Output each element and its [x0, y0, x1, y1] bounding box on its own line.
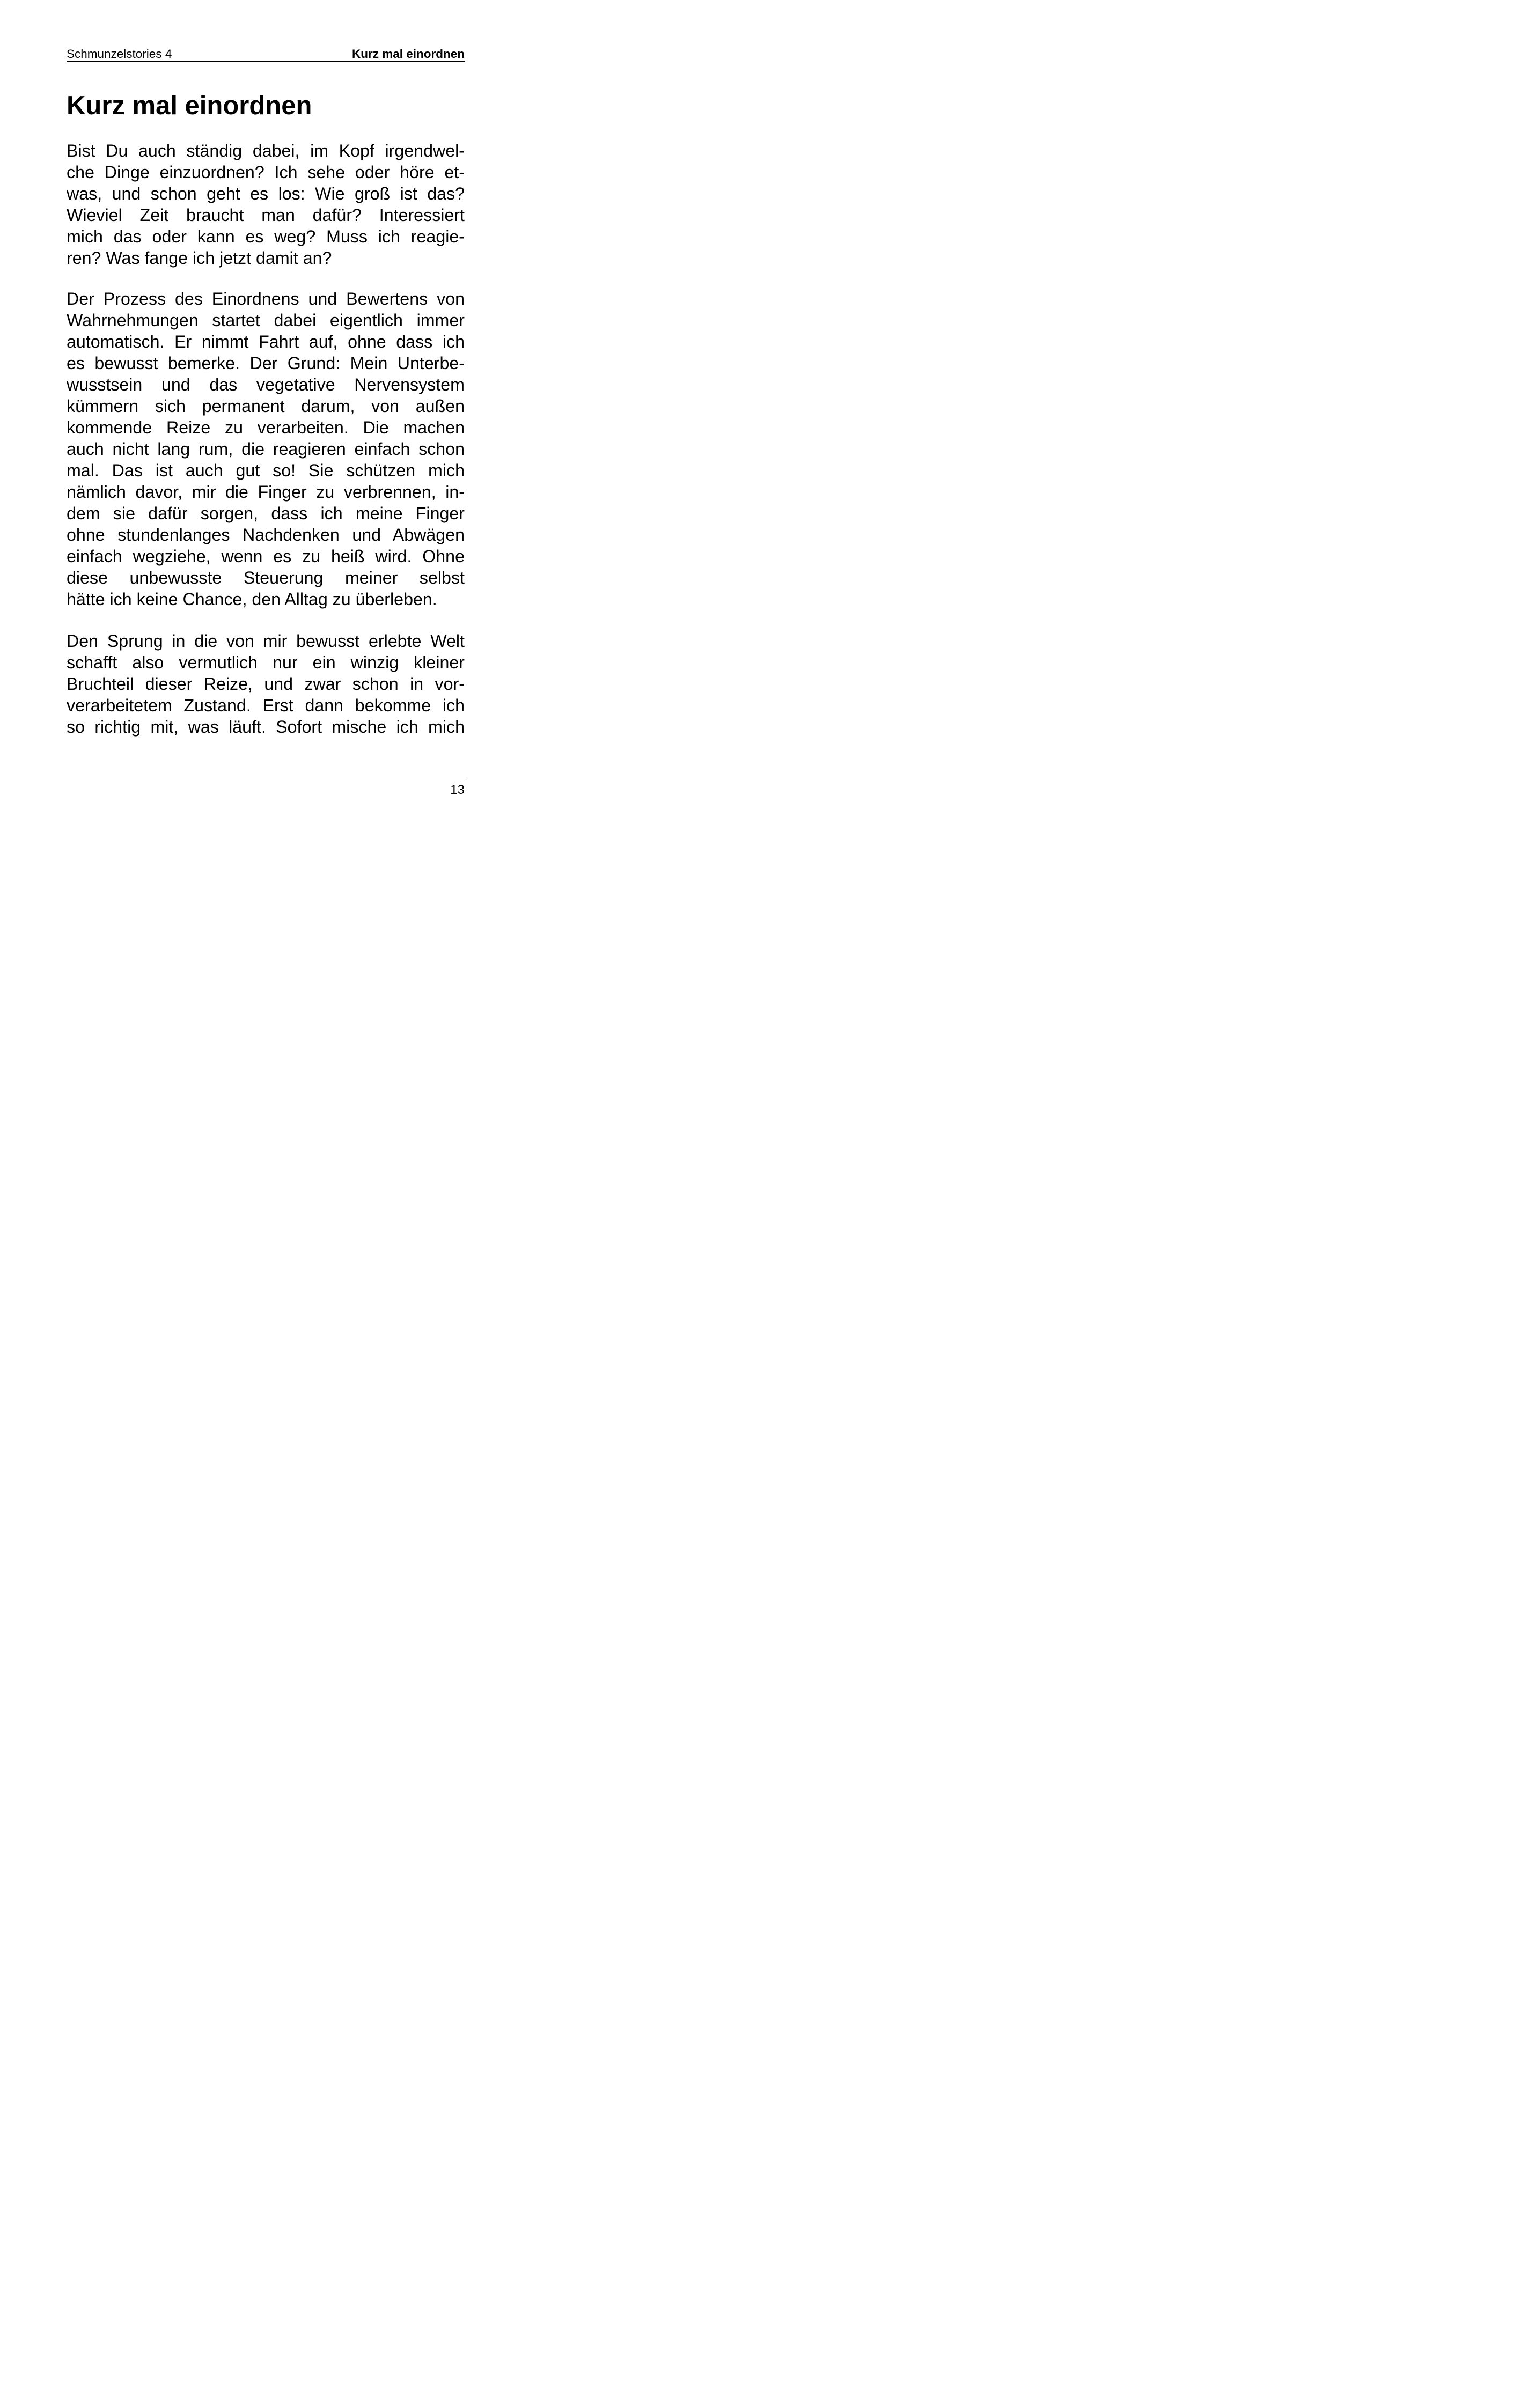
header-book-title: Schmunzelstories 4	[67, 47, 172, 61]
header-chapter-title: Kurz mal einordnen	[351, 47, 465, 61]
text-line: was, und schon geht es los: Wie groß ist das?	[67, 184, 465, 203]
text-line: che Dinge einzuordnen? Ich sehe oder höre et-	[67, 163, 465, 182]
text-line: kümmern sich permanent darum, von außen	[67, 396, 465, 416]
paragraph-1	[67, 140, 465, 269]
text-line: auch nicht lang rum, die reagieren einfach schon	[67, 439, 465, 459]
text-line: ohne stundenlanges Nachdenken und Abwägen	[67, 525, 465, 544]
text-line: einfach wegziehe, wenn es zu heiß wird. Ohne	[67, 547, 465, 566]
text-line: Bruchteil dieser Reize, und zwar schon in vor-	[67, 674, 465, 694]
page-number: 13	[450, 783, 465, 797]
text-line: mich das oder kann es weg? Muss ich reagie-	[67, 227, 465, 246]
text-line: kommende Reize zu verarbeiten. Die machen	[67, 418, 465, 437]
text-line: dem sie dafür sorgen, dass ich meine Finger	[67, 504, 465, 523]
text-line: Der Prozess des Einordnens und Bewertens von	[67, 289, 465, 308]
text-line: ren? Was fange ich jetzt damit an?	[67, 248, 332, 268]
text-line: verarbeitetem Zustand. Erst dann bekomme ich	[67, 696, 465, 715]
paragraph-2	[67, 288, 465, 610]
running-header	[67, 45, 465, 62]
text-line: es bewusst bemerke. Der Grund: Mein Unterbe-	[67, 354, 465, 373]
text-line: Den Sprung in die von mir bewusst erlebte Welt	[67, 631, 465, 651]
text-line: automatisch. Er nimmt Fahrt auf, ohne dass ich	[67, 332, 465, 351]
text-line: schafft also vermutlich nur ein winzig kleiner	[67, 653, 465, 672]
text-line: hätte ich keine Chance, den Alltag zu überleben.	[67, 590, 437, 609]
text-line: wusstsein und das vegetative Nervensystem	[67, 375, 465, 394]
paragraph-3	[67, 630, 465, 738]
text-line: Wahrnehmungen startet dabei eigentlich immer	[67, 311, 465, 330]
text-line: nämlich davor, mir die Finger zu verbrennen, in-	[67, 482, 465, 502]
text-line: diese unbewusste Steuerung meiner selbst	[67, 568, 465, 587]
text-line: Wieviel Zeit braucht man dafür? Interessiert	[67, 205, 465, 225]
chapter-title: Kurz mal einordnen	[67, 91, 312, 120]
text-line: Bist Du auch ständig dabei, im Kopf irgendwel-	[67, 141, 465, 160]
text-line: so richtig mit, was läuft. Sofort mische ich mich	[67, 717, 465, 737]
text-line: mal. Das ist auch gut so! Sie schützen mich	[67, 461, 465, 480]
